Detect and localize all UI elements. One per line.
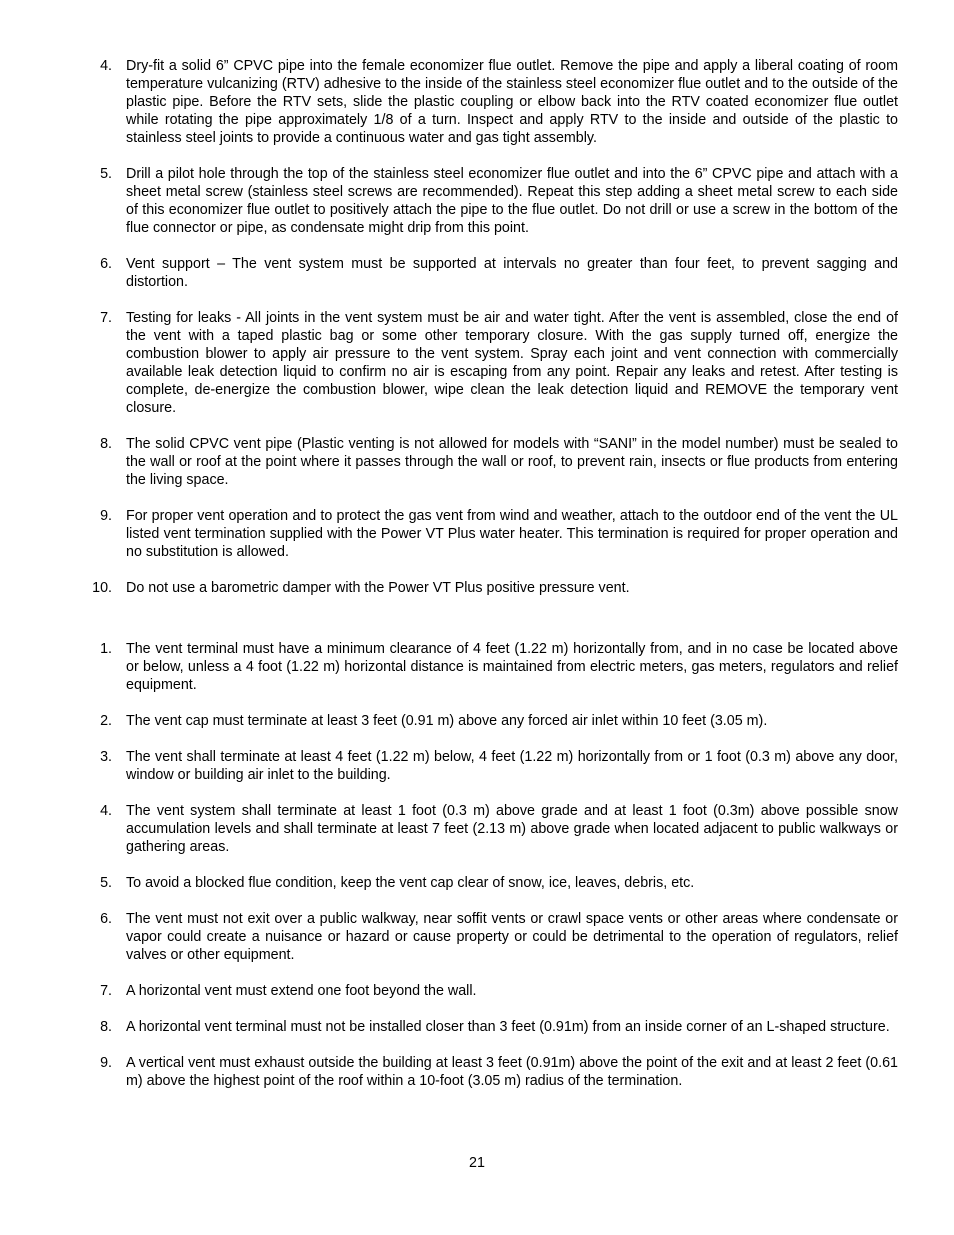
item-number: 4.	[100, 58, 112, 74]
item-number: 7.	[100, 310, 112, 326]
item-number: 5.	[100, 875, 112, 891]
item-text: Do not use a barometric damper with the Power VT Plus positive pressure vent.	[126, 580, 630, 596]
item-text: The vent must not exit over a public walkway, near soffit vents or crawl space vents or other areas where condensate or vapor could create a nuisance or hazard or cause property or could be detrimental to the operation of regulators, relief valves or other equipment.	[126, 911, 898, 963]
list-item	[0, 874, 954, 892]
list-item	[0, 255, 954, 291]
item-number: 9.	[100, 1055, 112, 1071]
list-item	[0, 748, 954, 784]
item-number: 9.	[100, 508, 112, 524]
list-item	[0, 1018, 954, 1036]
vent-installation-steps	[0, 57, 954, 615]
item-number: 7.	[100, 983, 112, 999]
item-number: 6.	[100, 256, 112, 272]
list-item	[0, 910, 954, 964]
list-item	[0, 57, 954, 147]
item-text: Testing for leaks - All joints in the vent system must be air and water tight. After the vent is assembled, close the end of the vent with a taped plastic bag or some other temporary closure. With the gas supply turned off, energize the combustion blower to apply air pressure to the vent system. Spray each joint and vent connection with commercially available leak detection liquid to confirm no air is escaping from any point. Repair any leaks and retest. After testing is complete, de-energize the combustion blower, wipe clean the leak detection liquid and REMOVE the temporary vent closure.	[126, 310, 898, 416]
list-item	[0, 802, 954, 856]
list-item	[0, 640, 954, 694]
item-text: The vent shall terminate at least 4 feet (1.22 m) below, 4 feet (1.22 m) horizontally from or 1 foot (0.3 m) above any door, window or building air inlet to the building.	[126, 749, 898, 783]
item-number: 3.	[100, 749, 112, 765]
list-item	[0, 579, 954, 597]
item-number: 5.	[100, 166, 112, 182]
list-item	[0, 712, 954, 730]
list-item	[0, 435, 954, 489]
page-number: 21	[469, 1155, 485, 1171]
list-item	[0, 982, 954, 1000]
list-item	[0, 1054, 954, 1090]
item-text: To avoid a blocked flue condition, keep the vent cap clear of snow, ice, leaves, debris, etc.	[126, 875, 695, 891]
item-text: A vertical vent must exhaust outside the building at least 3 feet (0.91m) above the point of the exit and at least 2 feet (0.61 m) above the highest point of the roof within a 10-foot (3.05 m) radius of the termination.	[126, 1055, 898, 1089]
list-item	[0, 165, 954, 237]
list-item	[0, 507, 954, 561]
list-item	[0, 309, 954, 417]
item-text: Dry-fit a solid 6” CPVC pipe into the female economizer flue outlet. Remove the pipe and apply a liberal coating of room temperature vulcanizing (RTV) adhesive to the inside of the stainless steel economizer flue outlet and to the outside of the plastic pipe. Before the RTV sets, slide the plastic coupling or elbow back into the RTV coated economizer flue outlet while rotating the pipe approximately 1/8 of a turn. Inspect and apply RTV to the inside and outside of the plastic to stainless steel joints to provide a continuous water and gas tight assembly.	[126, 58, 898, 146]
item-text: Drill a pilot hole through the top of the stainless steel economizer flue outlet and into the 6” CPVC pipe and attach with a sheet metal screw (stainless steel screws are recommended). Repeat this step adding a sheet metal screw to each side of this economizer flue outlet to positively attach the pipe to the flue outlet. Do not drill or use a screw in the bottom of the flue connector or pipe, as condensate might drip from this point.	[126, 166, 898, 236]
item-number: 2.	[100, 713, 112, 729]
item-text: The vent system shall terminate at least 1 foot (0.3 m) above grade and at least 1 foot (0.3m) above possible snow accumulation levels and shall terminate at least 7 feet (2.13 m) above grade when located adjacent to public walkways or gathering areas.	[126, 803, 898, 855]
item-number: 10.	[92, 580, 112, 596]
item-text: The vent cap must terminate at least 3 feet (0.91 m) above any forced air inlet within 10 feet (3.05 m).	[126, 713, 768, 729]
item-text: A horizontal vent terminal must not be installed closer than 3 feet (0.91m) from an inside corner of an L-shaped structure.	[126, 1019, 890, 1035]
item-text: For proper vent operation and to protect the gas vent from wind and weather, attach to the outdoor end of the vent the UL listed vent termination supplied with the Power VT Plus water heater. This termination is required for proper operation and no substitution is allowed.	[126, 508, 898, 560]
item-text: The vent terminal must have a minimum clearance of 4 feet (1.22 m) horizontally from, and in no case be located above or below, unless a 4 foot (1.22 m) horizontal distance is maintained from electric meters, gas meters, regulators and relief equipment.	[126, 641, 898, 693]
item-text: The solid CPVC vent pipe (Plastic venting is not allowed for models with “SANI” in the model number) must be sealed to the wall or roof at the point where it passes through the wall or roof, to prevent rain, insects or flue products from entering the living space.	[126, 436, 898, 488]
vent-termination-requirements	[0, 640, 954, 1108]
item-number: 8.	[100, 1019, 112, 1035]
item-number: 4.	[100, 803, 112, 819]
item-text: A horizontal vent must extend one foot beyond the wall.	[126, 983, 477, 999]
item-number: 6.	[100, 911, 112, 927]
item-text: Vent support – The vent system must be supported at intervals no greater than four feet, to prevent sagging and distortion.	[126, 256, 898, 290]
item-number: 1.	[100, 641, 112, 657]
item-number: 8.	[100, 436, 112, 452]
